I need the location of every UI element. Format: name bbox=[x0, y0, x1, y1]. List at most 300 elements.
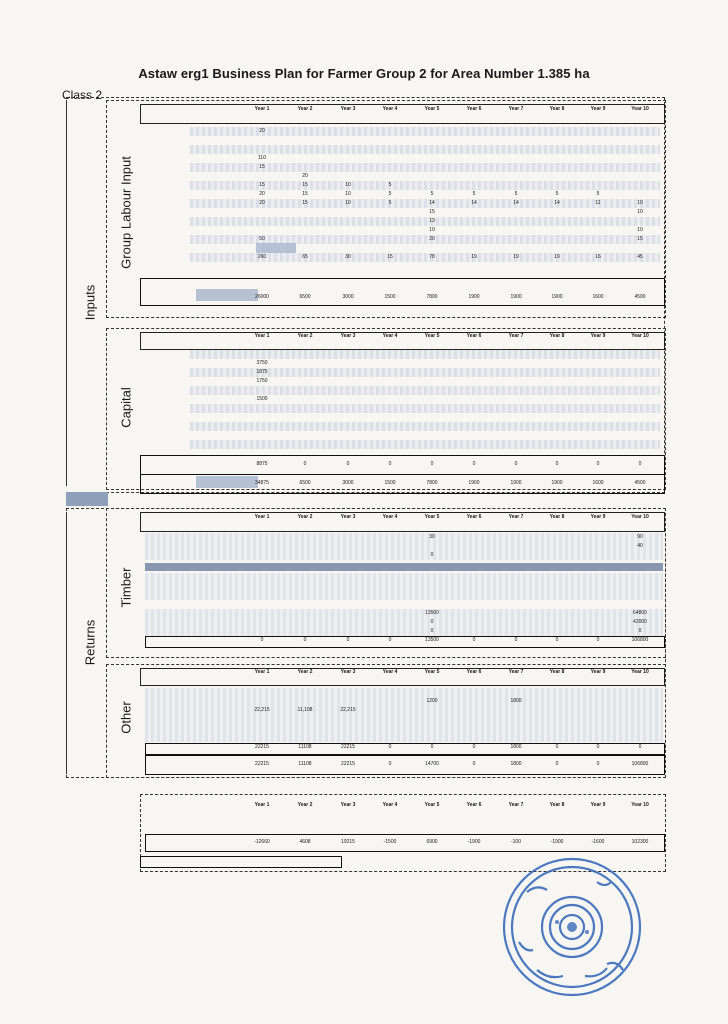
unit-header bbox=[329, 600, 367, 609]
timber-volume: 30 bbox=[429, 534, 435, 540]
labour-value: 14 bbox=[471, 200, 477, 206]
year-header: Year 8 bbox=[549, 333, 565, 339]
total-input: 3000 bbox=[342, 480, 354, 486]
year-header: Year 6 bbox=[466, 669, 482, 675]
timber-volume bbox=[329, 542, 367, 551]
capital-subtotal: 8875 bbox=[256, 461, 268, 467]
capital-subtotal: 0 bbox=[472, 461, 476, 467]
timber-volume: 0 bbox=[430, 552, 434, 558]
subtotal-other-label bbox=[147, 743, 197, 752]
timber-volume bbox=[455, 533, 493, 542]
other-value bbox=[286, 724, 324, 733]
labour-value bbox=[497, 172, 535, 181]
total-label bbox=[143, 475, 195, 491]
labour-value bbox=[413, 163, 451, 172]
timber-price bbox=[621, 591, 659, 600]
labour-value bbox=[579, 226, 617, 235]
year-header: Year 7 bbox=[508, 333, 524, 339]
labour-value bbox=[455, 163, 493, 172]
total-returns: 0 bbox=[472, 761, 476, 767]
timber-value: 42000 bbox=[633, 619, 647, 625]
unit-header bbox=[243, 822, 281, 831]
income-total: -1900 bbox=[550, 839, 564, 845]
labour-value bbox=[497, 145, 535, 154]
unit-header bbox=[455, 600, 493, 609]
income-header bbox=[144, 798, 184, 807]
year-header: Year 10 bbox=[631, 106, 649, 112]
timber-volume bbox=[243, 533, 281, 542]
income-total: 4608 bbox=[299, 839, 311, 845]
labour-value: 14 bbox=[429, 200, 435, 206]
other-value bbox=[538, 733, 576, 742]
labour-value: 15 bbox=[302, 191, 308, 197]
other-value bbox=[455, 724, 493, 733]
timber-volume bbox=[579, 542, 617, 551]
unit-header bbox=[455, 822, 493, 831]
total-returns: 0 bbox=[596, 761, 600, 767]
income-total: -1500 bbox=[383, 839, 397, 845]
total-input: 6500 bbox=[299, 480, 311, 486]
total-input: 1900 bbox=[468, 480, 480, 486]
other-value bbox=[371, 724, 409, 733]
year-header: Year 10 bbox=[631, 333, 649, 339]
total-returns: 22215 bbox=[255, 761, 269, 767]
year-header: Year 8 bbox=[549, 802, 565, 808]
avg-unit bbox=[286, 280, 324, 289]
timber-price bbox=[621, 573, 659, 582]
label-timber: Timber bbox=[118, 567, 134, 608]
avg-unit bbox=[243, 280, 281, 289]
labour-value bbox=[286, 136, 324, 145]
total-input: 1500 bbox=[384, 480, 396, 486]
timber-value bbox=[579, 618, 617, 627]
wood-subtotal: 0 bbox=[555, 637, 559, 643]
year-header: Year 1 bbox=[254, 669, 270, 675]
year-header: Year 9 bbox=[590, 802, 606, 808]
avg-unit bbox=[621, 280, 659, 289]
unit-header bbox=[579, 112, 617, 121]
labour-value bbox=[455, 127, 493, 136]
unit-header bbox=[286, 675, 324, 684]
capital-subtotal: 0 bbox=[430, 461, 434, 467]
year-header: Year 7 bbox=[508, 106, 524, 112]
labour-value: 15 bbox=[637, 236, 643, 242]
timber-value bbox=[286, 618, 324, 627]
timber-price bbox=[413, 573, 451, 582]
other-value bbox=[371, 733, 409, 742]
labour-value bbox=[371, 145, 409, 154]
income-total: -1900 bbox=[467, 839, 481, 845]
unit-header bbox=[413, 600, 451, 609]
wood-subtotal: 13500 bbox=[425, 637, 439, 643]
timber-volume bbox=[538, 542, 576, 551]
labour-value bbox=[621, 136, 659, 145]
labour-subtotal: 1500 bbox=[384, 294, 396, 300]
timber-value: 13500 bbox=[425, 610, 439, 616]
other-subtotal: 0 bbox=[638, 744, 642, 750]
wood-subtotal: 106800 bbox=[631, 637, 649, 643]
labour-value bbox=[538, 181, 576, 190]
year-header: Year 6 bbox=[466, 333, 482, 339]
labour-value bbox=[455, 145, 493, 154]
timber-price bbox=[621, 582, 659, 591]
timber-type bbox=[198, 591, 258, 600]
labour-value bbox=[621, 217, 659, 226]
labour-value: 20 bbox=[259, 200, 265, 206]
timber-value bbox=[243, 618, 281, 627]
labour-value: 13 bbox=[429, 218, 435, 224]
unit-header bbox=[413, 675, 451, 684]
year-header: Year 2 bbox=[297, 106, 313, 112]
labour-value: 5 bbox=[388, 200, 392, 206]
labour-subtotal: 26000 bbox=[255, 294, 269, 300]
other-subtotal: 22215 bbox=[255, 744, 269, 750]
labour-value bbox=[455, 136, 493, 145]
other-value bbox=[413, 715, 451, 724]
year-header: Year 4 bbox=[382, 106, 398, 112]
timber-volume bbox=[371, 551, 409, 560]
labour-value bbox=[497, 154, 535, 163]
total-input: 1900 bbox=[551, 480, 563, 486]
avg-unit bbox=[538, 280, 576, 289]
labour-value bbox=[329, 127, 367, 136]
other-value bbox=[621, 733, 659, 742]
income-total: 6900 bbox=[426, 839, 438, 845]
labour-value bbox=[371, 208, 409, 217]
other-value bbox=[286, 715, 324, 724]
labour-value: 5 bbox=[388, 182, 392, 188]
labour-value bbox=[329, 172, 367, 181]
timber-value bbox=[286, 609, 324, 618]
timber-value bbox=[329, 609, 367, 618]
labour-value bbox=[497, 244, 535, 253]
wood-subtotal: 0 bbox=[472, 637, 476, 643]
labour-value bbox=[329, 217, 367, 226]
unit-header bbox=[413, 822, 451, 831]
labour-value bbox=[371, 172, 409, 181]
other-value bbox=[243, 733, 281, 742]
year-header: Year 9 bbox=[590, 333, 606, 339]
timber-volume bbox=[497, 542, 535, 551]
labour-value: 20 bbox=[302, 173, 308, 179]
avg-unit bbox=[371, 280, 409, 289]
capital-value bbox=[243, 422, 281, 431]
labour-value bbox=[621, 154, 659, 163]
labour-value bbox=[243, 217, 281, 226]
unit-header bbox=[371, 600, 409, 609]
unit-header bbox=[329, 112, 367, 121]
unit-header bbox=[371, 675, 409, 684]
labour-subtotal: 1900 bbox=[551, 294, 563, 300]
labour-value bbox=[413, 145, 451, 154]
labour-value bbox=[497, 136, 535, 145]
other-value bbox=[579, 733, 617, 742]
year-header: Year 5 bbox=[424, 333, 440, 339]
labour-value bbox=[621, 181, 659, 190]
capital-value: 1500 bbox=[256, 396, 268, 402]
labour-value: 15 bbox=[259, 164, 265, 170]
labour-value: 11 bbox=[595, 200, 601, 206]
timber-value bbox=[538, 609, 576, 618]
capital-subtotal: 0 bbox=[638, 461, 642, 467]
unit-header bbox=[621, 822, 659, 831]
year-header: Year 10 bbox=[631, 514, 649, 520]
income-total: -12660 bbox=[254, 839, 270, 845]
labour-value: 14 bbox=[513, 200, 519, 206]
labour-value bbox=[329, 208, 367, 217]
labour-subtotal: 4500 bbox=[634, 294, 646, 300]
other-value bbox=[371, 688, 409, 697]
timber-value: 0 bbox=[430, 619, 434, 625]
other-value bbox=[413, 733, 451, 742]
timber-value bbox=[497, 627, 535, 636]
other-value bbox=[413, 706, 451, 715]
extra-zero bbox=[538, 780, 576, 789]
other-value bbox=[413, 724, 451, 733]
total-returns: 1800 bbox=[510, 761, 522, 767]
unit-header bbox=[243, 600, 281, 609]
labour-value: 10 bbox=[637, 227, 643, 233]
year-header: Year 4 bbox=[382, 802, 398, 808]
labour-value: 110 bbox=[258, 155, 266, 161]
labour-value bbox=[621, 244, 659, 253]
net-income-label bbox=[142, 857, 182, 866]
labour-value bbox=[455, 244, 493, 253]
labour-value bbox=[455, 217, 493, 226]
timber-volume: 40 bbox=[637, 543, 643, 549]
other-subtotal: 0 bbox=[472, 744, 476, 750]
label-other: Other bbox=[118, 701, 134, 734]
labour-value bbox=[579, 172, 617, 181]
timber-volume bbox=[329, 533, 367, 542]
year-header: Year 7 bbox=[508, 514, 524, 520]
price-banner-label bbox=[330, 563, 480, 572]
other-value bbox=[329, 715, 367, 724]
subtotal-label bbox=[143, 290, 189, 306]
year-header: Year 3 bbox=[340, 106, 356, 112]
wood-subtotal: 0 bbox=[303, 637, 307, 643]
transport-highlight bbox=[256, 243, 296, 253]
labour-value: 14 bbox=[554, 200, 560, 206]
timber-value bbox=[286, 627, 324, 636]
labour-value bbox=[371, 217, 409, 226]
total-input: 1900 bbox=[510, 480, 522, 486]
unit-header bbox=[329, 339, 367, 348]
timber-volume bbox=[579, 551, 617, 560]
labour-value bbox=[455, 154, 493, 163]
other-value bbox=[621, 688, 659, 697]
income-total: -1600 bbox=[591, 839, 605, 845]
other-value bbox=[579, 706, 617, 715]
other-value bbox=[286, 733, 324, 742]
class-label: Class 2 bbox=[62, 88, 103, 102]
other-subtotal: 0 bbox=[430, 744, 434, 750]
year-header: Year 1 bbox=[254, 106, 270, 112]
capital-value: 3750 bbox=[256, 360, 268, 366]
other-value: 11,108 bbox=[297, 707, 313, 713]
labour-value bbox=[538, 208, 576, 217]
unit-header bbox=[413, 112, 451, 121]
capital-value bbox=[243, 404, 281, 413]
timber-value: 0 bbox=[638, 628, 642, 634]
labour-value bbox=[413, 244, 451, 253]
year-header: Year 4 bbox=[382, 669, 398, 675]
label-group-labour: Group Labour Input bbox=[118, 156, 134, 269]
other-value bbox=[329, 724, 367, 733]
income-total: 19215 bbox=[341, 839, 355, 845]
other-subtotal: 11108 bbox=[298, 744, 312, 750]
other-value bbox=[497, 733, 535, 742]
year-header: Year 5 bbox=[424, 802, 440, 808]
unit-header bbox=[286, 600, 324, 609]
avg-unit bbox=[329, 280, 367, 289]
other-value bbox=[371, 706, 409, 715]
unit-header bbox=[243, 112, 281, 121]
labour-value bbox=[538, 217, 576, 226]
labour-value bbox=[286, 127, 324, 136]
labour-value bbox=[413, 172, 451, 181]
timber-value bbox=[243, 627, 281, 636]
labour-value: 45 bbox=[637, 254, 643, 260]
capital-subtotal: 0 bbox=[346, 461, 350, 467]
year-header: Year 9 bbox=[590, 669, 606, 675]
unit-header bbox=[538, 822, 576, 831]
labour-value: 5 bbox=[596, 191, 600, 197]
labour-value bbox=[371, 226, 409, 235]
avg-unit bbox=[455, 280, 493, 289]
capital-subtotal: 0 bbox=[596, 461, 600, 467]
total-returns: 11108 bbox=[298, 761, 312, 767]
unit-header bbox=[497, 600, 535, 609]
labour-value bbox=[329, 226, 367, 235]
other-value bbox=[455, 706, 493, 715]
year-header: Year 6 bbox=[466, 802, 482, 808]
capital-subtotal: 0 bbox=[555, 461, 559, 467]
other-value bbox=[243, 688, 281, 697]
labour-value bbox=[371, 154, 409, 163]
labour-value bbox=[413, 154, 451, 163]
page-title: Astaw erg1 Business Plan for Farmer Group 2 for Area Number 1.385 ha bbox=[138, 66, 590, 81]
wood-subtotal: 0 bbox=[514, 637, 518, 643]
labour-value: 15 bbox=[259, 182, 265, 188]
timber-value bbox=[329, 627, 367, 636]
year-header: Year 5 bbox=[424, 106, 440, 112]
other-subtotal: 0 bbox=[596, 744, 600, 750]
unit-header bbox=[455, 675, 493, 684]
wood-subtotal: 0 bbox=[346, 637, 350, 643]
labour-value bbox=[538, 145, 576, 154]
labour-value: 10 bbox=[345, 191, 351, 197]
wood-subtotal: 0 bbox=[596, 637, 600, 643]
labour-value bbox=[579, 181, 617, 190]
unit-header bbox=[579, 675, 617, 684]
subtotal-wood-label bbox=[147, 636, 195, 645]
timber-volume bbox=[286, 551, 324, 560]
labour-value bbox=[621, 172, 659, 181]
official-stamp bbox=[497, 852, 647, 1002]
timber-volume bbox=[621, 551, 659, 560]
labour-value bbox=[497, 181, 535, 190]
year-header: Year 2 bbox=[297, 333, 313, 339]
other-value bbox=[329, 688, 367, 697]
labour-value bbox=[413, 136, 451, 145]
other-value bbox=[497, 706, 535, 715]
labour-value bbox=[329, 244, 367, 253]
timber-volume bbox=[329, 551, 367, 560]
capital-value bbox=[243, 431, 281, 440]
avg-unit bbox=[413, 280, 451, 289]
avg-unit bbox=[497, 280, 535, 289]
timber-value bbox=[455, 609, 493, 618]
labour-value bbox=[455, 208, 493, 217]
labour-value bbox=[538, 244, 576, 253]
unit-header bbox=[497, 112, 535, 121]
other-value bbox=[497, 724, 535, 733]
unit-header bbox=[579, 339, 617, 348]
label-inputs: Inputs bbox=[82, 284, 98, 321]
unit-header bbox=[413, 520, 451, 529]
timber-volume bbox=[579, 533, 617, 542]
timber-value: 0 bbox=[430, 628, 434, 634]
labour-value bbox=[579, 217, 617, 226]
net-income-value bbox=[413, 857, 451, 866]
income-total: 102300 bbox=[631, 839, 649, 845]
labour-value bbox=[621, 190, 659, 199]
unit-header bbox=[243, 520, 281, 529]
total-returns: 22215 bbox=[341, 761, 355, 767]
timber-value bbox=[455, 627, 493, 636]
labour-value: 30 bbox=[345, 254, 351, 260]
labour-subtotal: 1600 bbox=[592, 294, 604, 300]
year-header: Year 2 bbox=[297, 514, 313, 520]
timber-volume bbox=[455, 551, 493, 560]
other-value bbox=[455, 688, 493, 697]
unit-header bbox=[371, 822, 409, 831]
labour-value bbox=[243, 172, 281, 181]
labour-value bbox=[371, 136, 409, 145]
other-subtotal: 22215 bbox=[341, 744, 355, 750]
unit-header bbox=[329, 675, 367, 684]
labour-value bbox=[538, 136, 576, 145]
year-header: Year 3 bbox=[340, 333, 356, 339]
other-value bbox=[329, 733, 367, 742]
labour-subtotal: 7800 bbox=[426, 294, 438, 300]
year-header: Year 3 bbox=[340, 669, 356, 675]
other-value bbox=[455, 733, 493, 742]
unit-header bbox=[497, 822, 535, 831]
labour-value bbox=[413, 127, 451, 136]
other-value bbox=[579, 697, 617, 706]
unit-header bbox=[243, 675, 281, 684]
labour-value: 10 bbox=[345, 200, 351, 206]
timber-price bbox=[413, 591, 451, 600]
timber-type bbox=[198, 573, 258, 582]
timber-value bbox=[538, 618, 576, 627]
unit-header bbox=[497, 520, 535, 529]
year-header: Year 3 bbox=[340, 514, 356, 520]
unit-header bbox=[286, 822, 324, 831]
year-header: Year 1 bbox=[254, 333, 270, 339]
unit-header bbox=[286, 520, 324, 529]
total-returns-label bbox=[147, 756, 187, 772]
labour-value bbox=[621, 145, 659, 154]
capital-subtotal: 0 bbox=[514, 461, 518, 467]
labour-value: 16 bbox=[595, 254, 601, 260]
section-divider bbox=[66, 492, 108, 506]
other-value bbox=[621, 715, 659, 724]
other-value bbox=[497, 688, 535, 697]
year-header: Year 3 bbox=[340, 802, 356, 808]
